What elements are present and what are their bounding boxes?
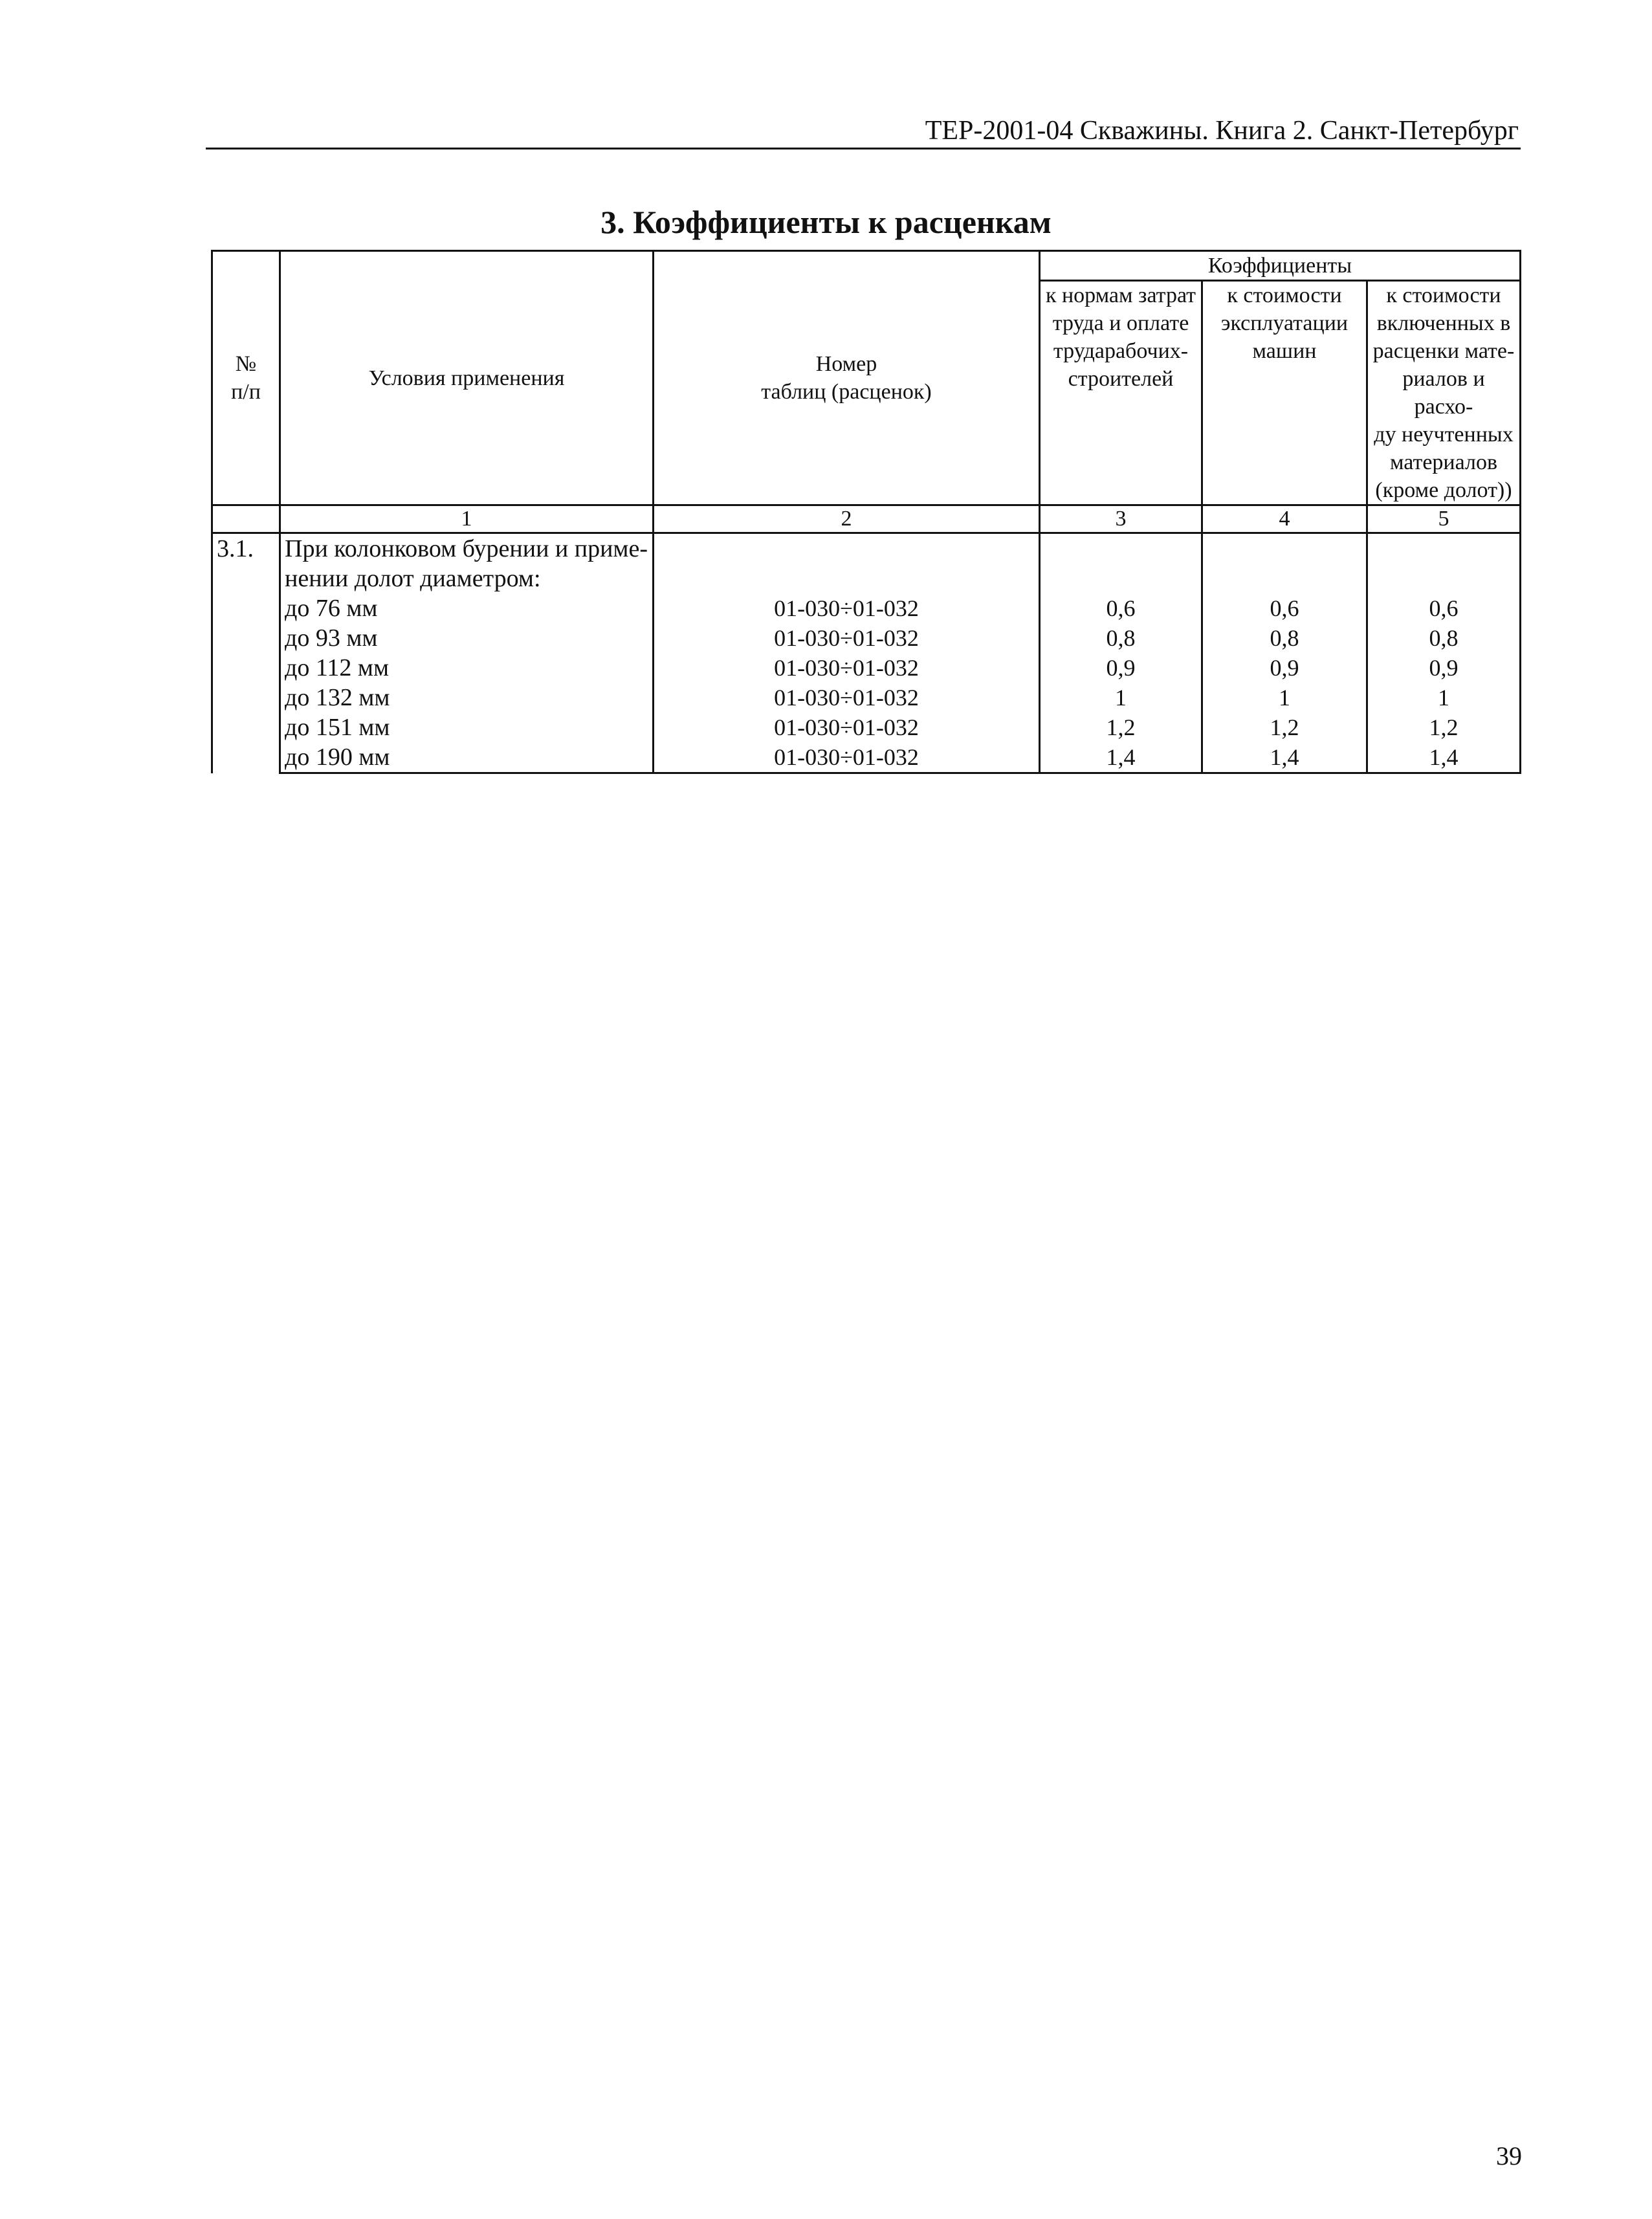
table-row [212,742,1521,773]
coef-labor-cell: 1 [1040,683,1202,712]
coef-machines-cell: 1,4 [1202,742,1367,773]
col-header-conditions: Условия применения [280,251,654,505]
coef-labor-cell: 0,9 [1040,653,1202,683]
col-number: 1 [280,505,654,533]
tables-cell: 01-030÷01-032 [654,683,1040,712]
coef-materials-cell: 0,8 [1367,623,1521,653]
col-header-machines: к стоимости эксплуатации машин [1202,281,1367,505]
table-row [212,564,1521,593]
coef-labor-cell: 0,8 [1040,623,1202,653]
col-header-labor: к нормам затрат труда и оплате трударабочих- строителей [1040,281,1202,505]
col-number: 4 [1202,505,1367,533]
running-title: ТЕР-2001-04 Скважины. Книга 2. Санкт-Петербург [925,116,1519,146]
condition-cell: до 132 мм [280,683,654,712]
coef-materials-cell: 0,6 [1367,593,1521,623]
condition-cell: до 76 мм [280,593,654,623]
coefficients-table [211,250,1521,774]
coef-machines-cell: 0,6 [1202,593,1367,623]
table-row [212,623,1521,653]
col-number: 3 [1040,505,1202,533]
table-row [212,683,1521,712]
col-number: 2 [654,505,1040,533]
tables-cell: 01-030÷01-032 [654,712,1040,742]
tables-cell: 01-030÷01-032 [654,593,1040,623]
coef-machines-cell: 1 [1202,683,1367,712]
tables-cell: 01-030÷01-032 [654,742,1040,773]
tables-cell: 01-030÷01-032 [654,653,1040,683]
coef-materials-cell: 0,9 [1367,653,1521,683]
col-number-blank [212,505,280,533]
item-text: нении долот диаметром: [280,564,654,593]
table-row [212,653,1521,683]
coef-machines-cell: 1,2 [1202,712,1367,742]
col-header-tables: Номер таблиц (расценок) [654,251,1040,505]
condition-cell: до 93 мм [280,623,654,653]
tables-cell: 01-030÷01-032 [654,623,1040,653]
coef-materials-cell: 1,4 [1367,742,1521,773]
section-title: 3. Коэффициенты к расценкам [600,204,1052,240]
coef-materials-cell: 1 [1367,683,1521,712]
condition-cell: до 151 мм [280,712,654,742]
item-text: При колонковом бурении и приме- [280,533,654,564]
col-header-coefficients: Коэффициенты [1040,251,1521,281]
coef-labor-cell: 1,4 [1040,742,1202,773]
header-row [212,251,1521,281]
coef-labor-cell: 1,2 [1040,712,1202,742]
col-number: 5 [1367,505,1521,533]
coef-machines-cell: 0,9 [1202,653,1367,683]
condition-cell: до 190 мм [280,742,654,773]
page-header [206,111,1521,149]
coef-labor-cell: 0,6 [1040,593,1202,623]
col-header-no: № п/п [212,251,280,505]
table-row [212,533,1521,564]
col-header-materials: к стоимости включенных в расценки мате- риалов и расхо- ду неучтенных материалов (кроме долот)) [1367,281,1521,505]
coef-materials-cell: 1,2 [1367,712,1521,742]
table-row [212,712,1521,742]
column-numbers-row [212,505,1521,533]
item-number: 3.1. [212,533,280,773]
coef-machines-cell: 0,8 [1202,623,1367,653]
table-row [212,593,1521,623]
condition-cell: до 112 мм [280,653,654,683]
page-number: 39 [1496,2141,1522,2170]
